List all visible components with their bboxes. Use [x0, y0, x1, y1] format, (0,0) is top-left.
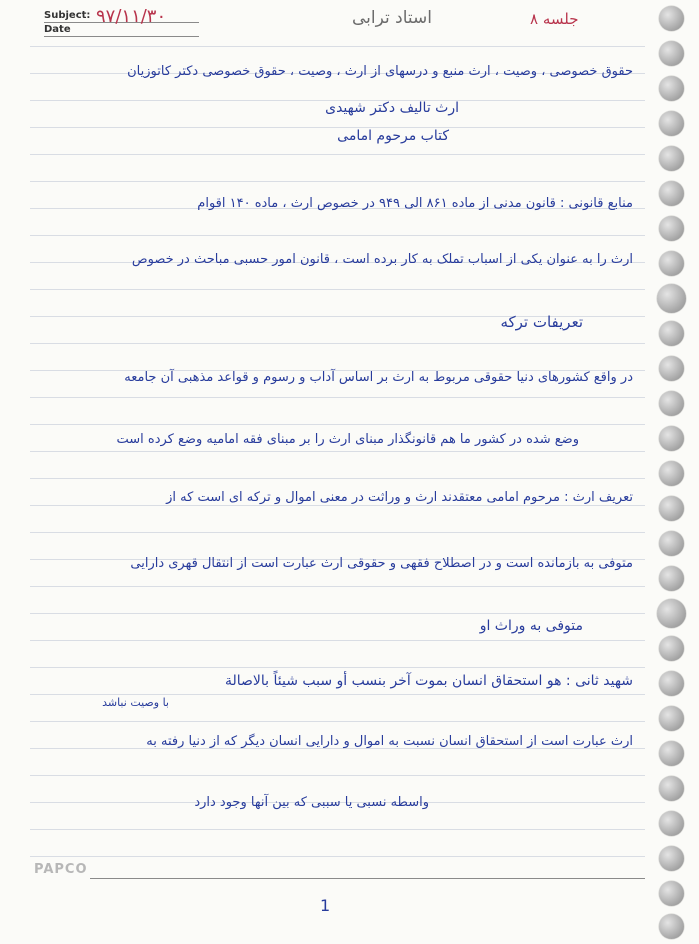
- page-number: 1: [320, 896, 331, 915]
- binding-hole: [659, 41, 684, 66]
- ruled-line: [30, 505, 645, 506]
- handwritten-line-2: ارث تالیف دکتر شهیدی: [325, 100, 459, 116]
- handwritten-line-14: ارث عبارت است از استحقاق انسان نسبت به اموال و دارایی انسان دیگر که از دنیا رفته به: [146, 734, 633, 749]
- binding-hole: [659, 881, 684, 906]
- ruled-line: [30, 289, 645, 290]
- date-label: Date: [44, 24, 71, 35]
- binding-hole: [657, 284, 686, 313]
- handwritten-line-4: منابع قانونی : قانون مدنی از ماده ۸۶۱ الی ۹۴۹ در خصوص ارث ، ماده ۱۴۰ اقوام: [197, 196, 633, 211]
- ruled-line: [30, 586, 645, 587]
- spiral-binding: [655, 0, 689, 944]
- ruled-line: [30, 775, 645, 776]
- ruled-line: [30, 640, 645, 641]
- binding-hole: [659, 706, 684, 731]
- handwritten-line-5: ارث را به عنوان یکی از اسباب تملک به کار برده است ، قانون امور حسبی مباحث در خصوص: [131, 252, 633, 267]
- binding-hole: [659, 6, 684, 31]
- handwritten-line-7: در واقع کشورهای دنیا حقوقی مربوط به ارث بر اساس آداب و رسوم و قواعد مذهبی آن جامعه: [124, 370, 633, 385]
- binding-hole: [659, 741, 684, 766]
- ruled-line: [30, 397, 645, 398]
- binding-hole: [659, 181, 684, 206]
- binding-hole: [659, 531, 684, 556]
- ruled-line: [30, 154, 645, 155]
- date-line: [44, 36, 199, 37]
- ruled-line: [30, 424, 645, 425]
- binding-hole: [659, 636, 684, 661]
- handwritten-line-11: متوفی به وراث او: [479, 618, 583, 634]
- handwritten-line-3: کتاب مرحوم امامی: [337, 128, 449, 144]
- binding-hole: [659, 216, 684, 241]
- handwritten-line-10: متوفی به بازمانده است و در اصطلاح فقهی و حقوقی ارث عبارت است از انتقال قهری دارایی: [130, 556, 633, 571]
- footer-line: [90, 878, 645, 879]
- binding-hole: [659, 321, 684, 346]
- brand-logo: PAPCO: [34, 862, 88, 877]
- binding-hole: [659, 251, 684, 276]
- ruled-line: [30, 613, 645, 614]
- ruled-line: [30, 46, 645, 47]
- ruled-line: [30, 478, 645, 479]
- binding-hole: [659, 914, 684, 939]
- margin-note: با وصیت نباشد: [102, 696, 169, 709]
- ruled-line: [30, 856, 645, 857]
- binding-hole: [659, 426, 684, 451]
- binding-hole: [659, 811, 684, 836]
- date-value: ۹۷/۱۱/۳۰: [96, 6, 167, 27]
- ruled-line: [30, 235, 645, 236]
- binding-hole: [659, 146, 684, 171]
- handwritten-line-12: شهید ثانی : هو استحقاق انسان بموت آخر بنسب أو سبب شیئاً بالاصالة: [224, 673, 633, 689]
- binding-hole: [659, 496, 684, 521]
- binding-hole: [659, 566, 684, 591]
- binding-hole: [659, 356, 684, 381]
- ruled-line: [30, 343, 645, 344]
- teacher-name: استاد ترابی: [352, 8, 432, 28]
- binding-hole: [659, 391, 684, 416]
- binding-hole: [659, 461, 684, 486]
- ruled-line: [30, 532, 645, 533]
- ruled-line: [30, 694, 645, 695]
- ruled-line: [30, 181, 645, 182]
- ruled-line: [30, 829, 645, 830]
- ruled-line: [30, 667, 645, 668]
- binding-hole: [659, 846, 684, 871]
- handwritten-line-15: واسطه نسبی یا سببی که بین آنها وجود دارد: [194, 795, 429, 810]
- binding-hole: [659, 776, 684, 801]
- ruled-line: [30, 721, 645, 722]
- binding-hole: [659, 76, 684, 101]
- binding-hole: [659, 671, 684, 696]
- handwritten-line-8: وضع شده در کشور ما هم قانونگذار مبنای ارث را بر مبنای فقه امامیه وضع کرده است: [116, 432, 579, 447]
- handwritten-line-1: حقوق خصوصی ، وصیت ، ارث منبع و درسهای از ارث ، وصیت ، حقوق خصوصی دکتر کاتوزیان: [127, 64, 633, 79]
- binding-hole: [659, 111, 684, 136]
- ruled-line: [30, 451, 645, 452]
- section-heading-tarifat: تعریفات ترکه: [500, 313, 583, 331]
- handwritten-line-9: تعریف ارث : مرحوم امامی معتقدند ارث و وراثت در معنی اموال و ترکه ای است که از: [166, 490, 633, 505]
- binding-hole: [657, 599, 686, 628]
- session-number: جلسه ۸: [530, 10, 579, 28]
- subject-label: Subject:: [44, 10, 91, 21]
